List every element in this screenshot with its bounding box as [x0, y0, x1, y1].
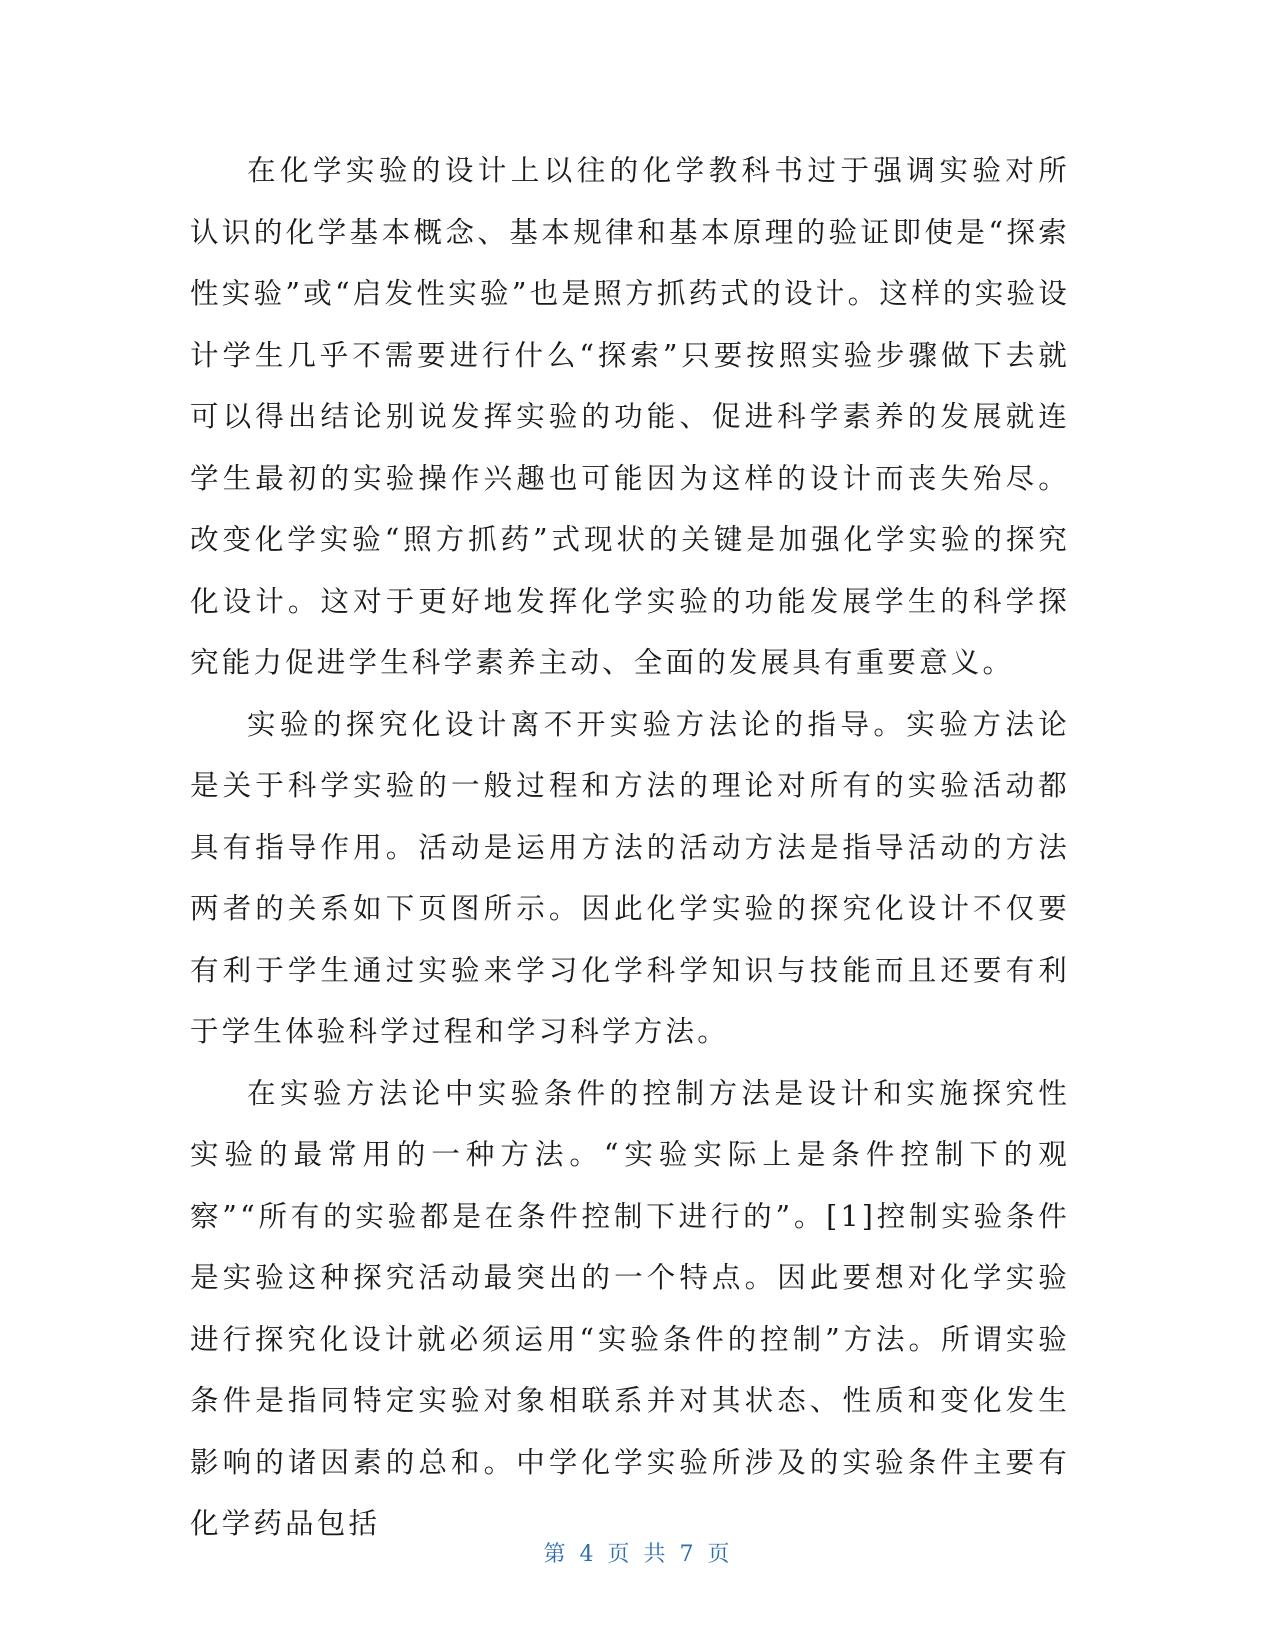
total-page-number: 7	[679, 1542, 696, 1567]
page-label-mid: 页	[607, 1542, 632, 1567]
page-label-suffix: 页	[707, 1542, 732, 1567]
page-label-prefix: 第	[543, 1542, 568, 1567]
document-body	[190, 140, 1070, 1555]
current-page-number: 4	[579, 1542, 596, 1567]
paragraph-2: 实验的探究化设计离不开实验方法论的指导。实验方法论是关于科学实验的一般过程和方法的理论对所有的实验活动都具有指导作用。活动是运用方法的活动方法是指导活动的方法两者的关系如下页图所示。因此化学实验的探究化设计不仅要有利于学生通过实验来学习化学科学知识与技能而且还要有利于学生体验科学过程和学习科学方法。	[190, 707, 1070, 1048]
total-label-prefix: 共	[643, 1542, 668, 1567]
paragraph-1: 在化学实验的设计上以往的化学教科书过于强调实验对所认识的化学基本概念、基本规律和基本原理的验证即使是“探索性实验”或“启发性实验”也是照方抓药式的设计。这样的实验设计学生几乎不需要进行什么“探索”只要按照实验步骤做下去就可以得出结论别说发挥实验的功能、促进科学素养的发展就连学生最初的实验操作兴趣也可能因为这样的设计而丧失殆尽。改变化学实验“照方抓药”式现状的关键是加强化学实验的探究化设计。这对于更好地发挥化学实验的功能发展学生的科学探究能力促进学生科学素养主动、全面的发展具有重要意义。	[190, 154, 1070, 679]
page-number-footer	[0, 1537, 1275, 1568]
paragraph-3: 在实验方法论中实验条件的控制方法是设计和实施探究性实验的最常用的一种方法。“实验实际上是条件控制下的观察”“所有的实验都是在条件控制下进行的”。[1]控制实验条件是实验这种探究活动最突出的一个特点。因此要想对化学实验进行探究化设计就必须运用“实验条件的控制”方法。所谓实验条件是指同特定实验对象相联系并对其状态、性质和变化发生影响的诸因素的总和。中学化学实验所涉及的实验条件主要有化学药品包括	[190, 1076, 1070, 1540]
